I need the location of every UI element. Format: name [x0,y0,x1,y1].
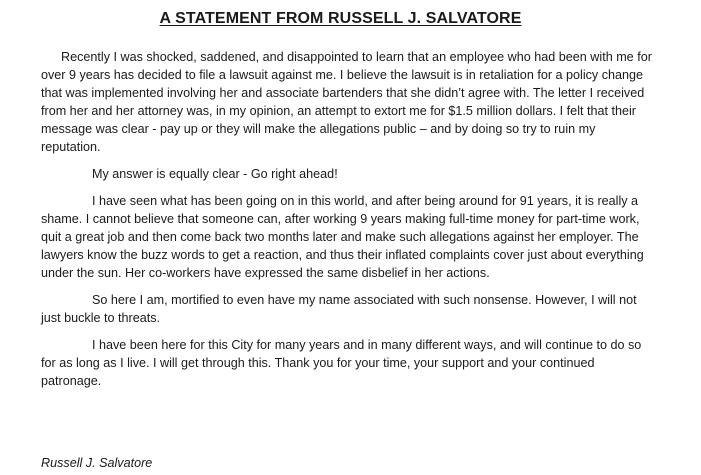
paragraph-lawsuit: Recently I was shocked, saddened, and disappointed to learn that an employee who had been with me for over 9 years has decided to file a lawsuit against me. I believe the lawsuit is in retaliation for a policy change that was implemented involving her and associate bartenders that she didn’t agree with. The letter I received from her and her attorney was, in my opinion, an attempt to extort me for $1.5 million dollars. I felt that their message was clear - pay up or they will make the allegations public – and by doing so try to ruin my reputation. [41,50,652,154]
paragraph-mortified: So here I am, mortified to even have my name associated with such nonsense. However, I will not just buckle to threats. [41,293,637,325]
signature: Russell J. Salvatore [41,456,153,470]
document-title-text: A STATEMENT FROM RUSSELL J. SALVATORE [159,10,522,27]
document-title [0,9,701,29]
paragraph-answer: My answer is equally clear - Go right ahead! [92,167,338,181]
paragraph-closing: I have been here for this City for many years and in many different ways, and will continue to do so for as long as I live. I will get through this. Thank you for your time, your support and your continued patronage. [41,338,642,388]
paragraph-world: I have seen what has been going on in this world, and after being around for 91 years, it is really a shame. I cannot believe that someone can, after working 9 years making full-time money for part-time work, quit a great job and then come back two months later and make such allegations against her employer. The lawyers know the buzz words to get a reaction, and thus their inflated complaints cover just about everything under the sun. Her co-workers have expressed the same disbelief in her actions. [41,194,644,280]
statement-body [41,48,653,399]
